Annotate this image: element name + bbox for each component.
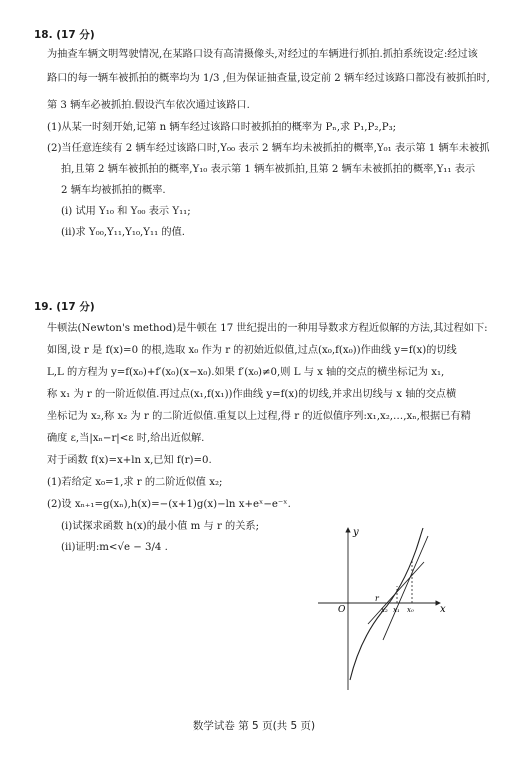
x-axis-label: x: [440, 604, 446, 615]
problem-19-line-10: (i)试探求函数 h(x)的最小值 m 与 r 的关系;: [61, 521, 260, 532]
problem-19-line-8: (1)若给定 x₀=1,求 r 的二阶近似值 x₂;: [47, 477, 223, 488]
problem-19-line-5: 坐标记为 x₂,称 x₂ 为 r 的二阶近似值.重复以上过程,得 r 的近似值序列:x₁,x₂,…,xₙ,根据已有精: [47, 411, 471, 422]
origin-label: O: [338, 605, 346, 615]
x2-label: x₂: [381, 606, 388, 614]
tangent-line-x1: [368, 562, 424, 624]
problem-19-line-3: L,L 的方程为 y=f(x₀)+f′(x₀)(x−x₀).如果 f′(x₀)≠0,则 L 与 x 轴的交点的横坐标记为 x₁,: [47, 367, 445, 378]
problem-18-line-1: 为抽查车辆文明驾驶情况,在某路口设有高清摄像头,对经过的车辆进行抓拍.抓拍系统设定:经过该: [47, 49, 478, 60]
problem-18-line-3: 第 3 辆车必被抓拍.假设汽车依次通过该路口.: [47, 100, 250, 111]
tangent-line-x0: [383, 536, 428, 640]
problem-19-line-9: (2)设 xₙ₊₁=g(xₙ),h(x)=−(x+1)g(x)−ln x+eˣ−e⁻ˣ.: [47, 499, 291, 510]
page-footer: 数学试卷 第 5 页(共 5 页): [192, 720, 316, 732]
problem-19-header: 19. (17 分): [34, 301, 95, 313]
problem-19-line-11: (ii)证明:m<√e − 3/4 .: [61, 542, 168, 553]
problem-18-line-4: (1)从某一时刻开始,记第 n 辆车经过该路口时被抓拍的概率为 Pₙ,求 P₁,P₂,P₃;: [47, 122, 397, 133]
problem-19-line-2: 如图,设 r 是 f(x)=0 的根,选取 x₀ 作为 r 的初始近似值,过点(x₀,f(x₀))作曲线 y=f(x)的切线: [47, 345, 457, 356]
x1-label: x₁: [393, 606, 400, 614]
problem-18-line-9: (ii)求 Y₀₀,Y₁₁,Y₁₀,Y₁₁ 的值.: [61, 227, 186, 238]
y-axis-label: y: [353, 527, 359, 538]
x0-label: x₀: [407, 606, 414, 614]
problem-18-line-8: (i) 试用 Y₁₀ 和 Y₀₀ 表示 Y₁₁;: [61, 206, 191, 217]
problem-18-header: 18. (17 分): [34, 29, 95, 41]
problem-18-line-5: (2)当任意连续有 2 辆车经过该路口时,Y₀₀ 表示 2 辆车均未被抓拍的概率,Y₀₁ 表示第 1 辆车未被抓: [47, 143, 490, 154]
problem-19-line-4: 称 x₁ 为 r 的一阶近似值.再过点(x₁,f(x₁))作曲线 y=f(x)的切线,并求出切线与 x 轴的交点横: [47, 389, 457, 400]
problem-19-line-1: 牛顿法(Newton's method)是牛顿在 17 世纪提出的一种用导数求方程近似解的方法,其过程如下:: [47, 323, 488, 334]
problem-19-line-6: 确度 ε,当|xₙ−r|<ε 时,给出近似解.: [47, 433, 205, 444]
problem-18-line-2: 路口的每一辆车被抓拍的概率均为 1/3 ,但为保证抽查量,设定前 2 辆车经过该路口都没有被抓拍时,: [47, 73, 490, 84]
problem-18-line-7: 2 辆车均被抓拍的概率.: [61, 185, 166, 196]
root-r-label: r: [375, 594, 379, 603]
problem-19-line-7: 对于函数 f(x)=x+ln x,已知 f(r)=0.: [47, 455, 212, 466]
problem-18-line-6: 拍,且第 2 辆车被抓拍的概率,Y₁₀ 表示第 1 辆车被抓拍,且第 2 辆车未被抓拍的概率,Y₁₁ 表示: [61, 164, 476, 175]
